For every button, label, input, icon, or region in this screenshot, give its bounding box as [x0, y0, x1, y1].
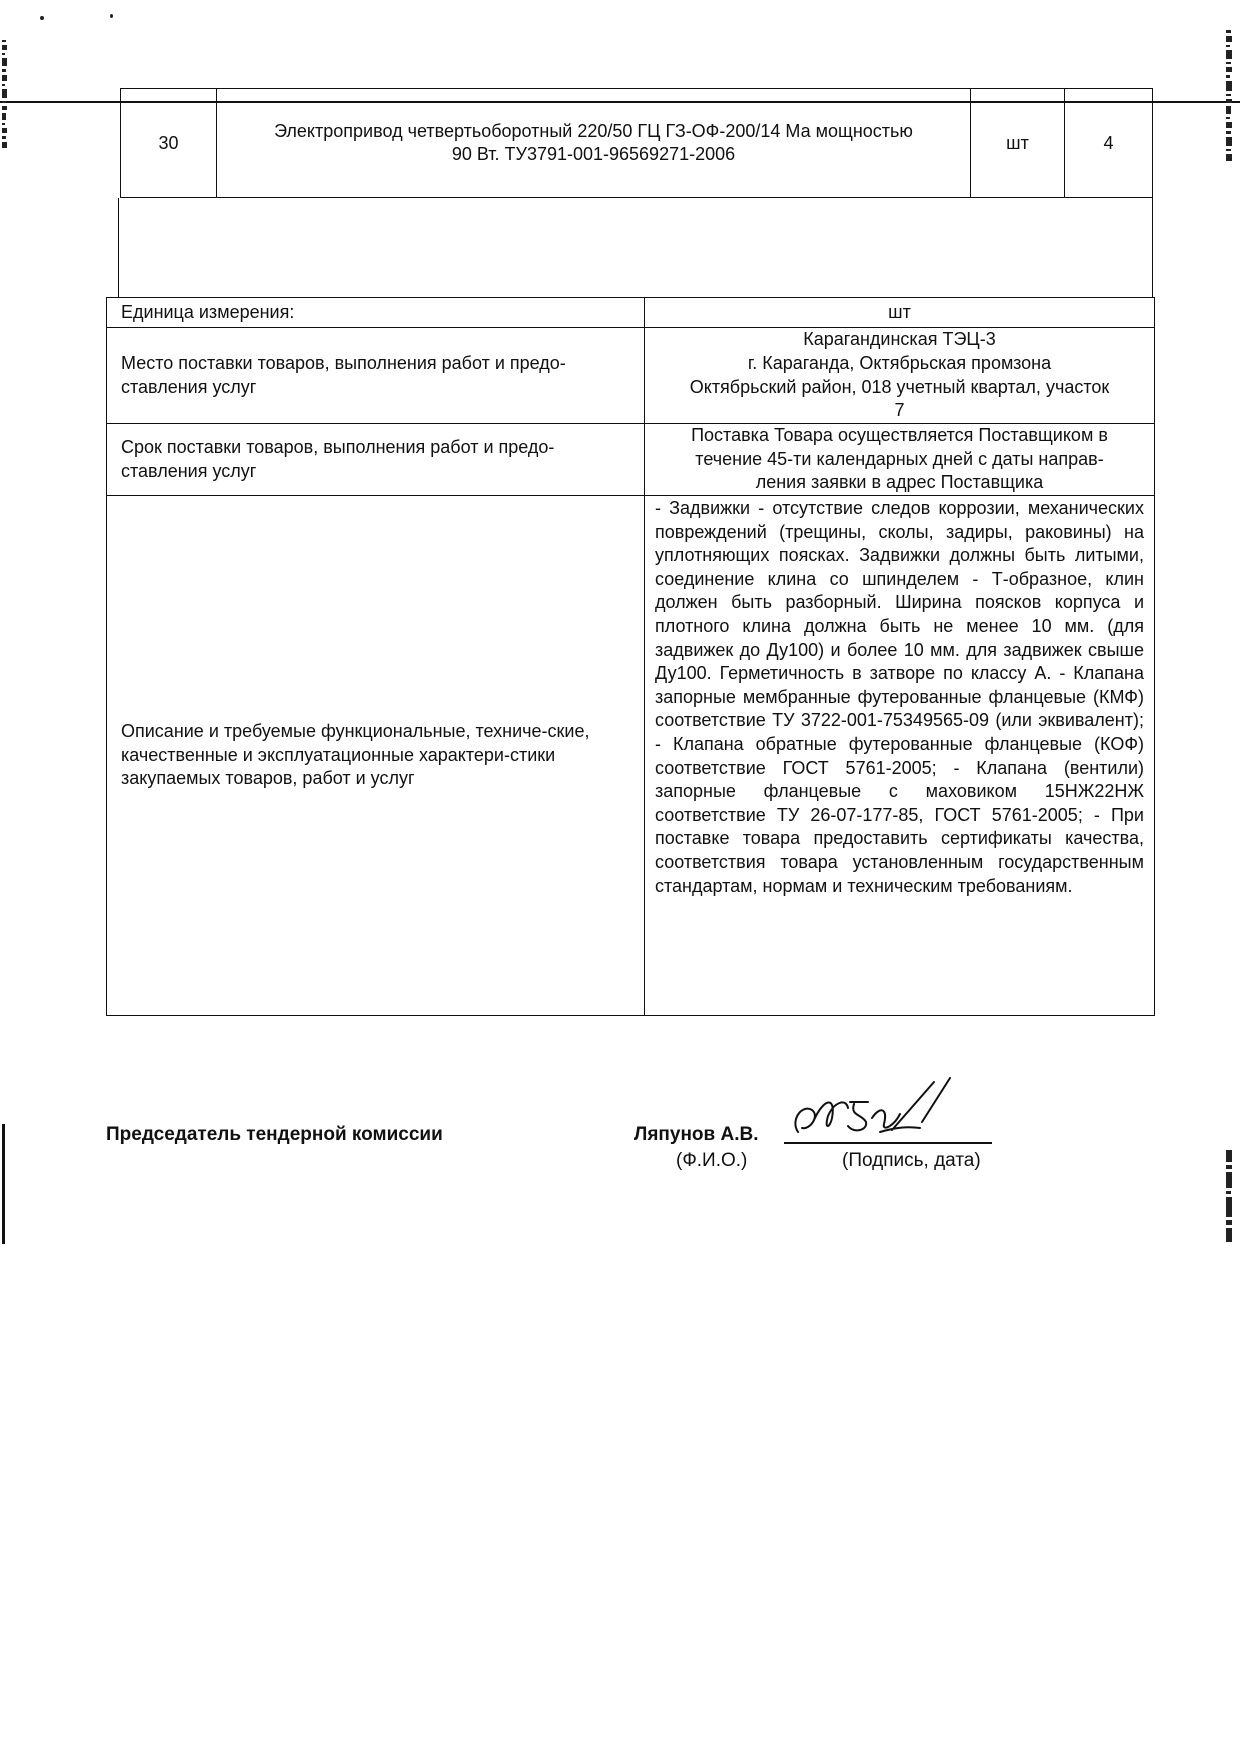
description-label: Описание и требуемые функциональные, техниче-ские, качественные и эксплуатационные характери-стики закупаемых товаров, работ и услуг — [107, 496, 645, 1016]
scan-edge-noise-right — [1226, 30, 1232, 164]
unit-value: шт — [645, 298, 1155, 328]
item-number: 30 — [121, 89, 217, 198]
term-label: Срок поставки товаров, выполнения работ и предо-ставления услуг — [107, 424, 645, 496]
commission-chair-title: Председатель тендерной комиссии — [106, 1124, 443, 1145]
place-value-line: 7 — [894, 400, 905, 421]
place-value-line: г. Караганда, Октябрьская промзона — [747, 352, 1052, 373]
description-value: - Задвижки - отсутствие следов коррозии, механических повреждений (трещины, сколы, задиры, раковины) на уплотняющих поясках. Задвижки должны быть литыми, соединение клина со шпинделем - Т-образное, клин должен быть разборный. Ширина поясков корпуса и плотного клина должна быть не менее 10 мм. (для задвижек до Ду100) и более 10 мм. для задвижек свыше Ду100. Герметичность в затворе по классу А. - Клапана запорные мембранные футерованные фланцевые (КМФ) соответствие ТУ 3722-001-75349565-09 (или эквивалент); - Клапана обратные футерованные фланцевые (КОФ) соответствие ГОСТ 5761-2005; - Клапана (вентили) запорные фланцевые с маховиком 15НЖ22НЖ соответствие ТУ 26-07-177-85, ГОСТ 5761-2005; - При поставке товара предоставить сертификаты качества, соответствия товара установленным государственным стандартам, нормам и техническим требованиям. — [645, 496, 1155, 1016]
item-description-line: 90 Вт. ТУ3791-001-96569271-2006 — [451, 144, 736, 164]
term-value-line: течение 45-ти календарных дней с даты направ- — [695, 448, 1104, 469]
term-value-line: ления заявки в адрес Поставщика — [755, 472, 1044, 493]
table-row — [107, 496, 1155, 1016]
item-description-line: Электропривод четвертьоборотный 220/50 ГЦ ГЗ-ОФ-200/14 Ма мощностью — [274, 121, 913, 141]
item-table — [120, 88, 1153, 198]
scan-artifact-left-bar — [2, 1124, 5, 1244]
spec-table — [106, 297, 1155, 1016]
table-row — [107, 328, 1155, 424]
item-quantity: 4 — [1065, 89, 1153, 198]
unit-label: Единица измерения: — [107, 298, 645, 328]
scan-edge-noise-left — [2, 40, 8, 151]
scan-edge-noise-right-lower — [1226, 1150, 1232, 1245]
item-description — [217, 89, 971, 198]
table-row — [121, 89, 1153, 198]
fio-caption: (Ф.И.О.) — [676, 1150, 748, 1171]
place-value-line: Карагандинская ТЭЦ-3 — [803, 329, 996, 350]
empty-section — [118, 198, 1153, 298]
table-row — [107, 424, 1155, 496]
term-value-line: Поставка Товара осуществляется Поставщиком в — [691, 425, 1108, 446]
signature-date-caption: (Подпись, дата) — [842, 1150, 981, 1171]
place-label: Место поставки товаров, выполнения работ и предо-ставления услуг — [107, 328, 645, 424]
handwritten-signature — [784, 1068, 964, 1148]
table-row — [107, 298, 1155, 328]
signer-name: Ляпунов А.В. — [634, 1124, 759, 1145]
place-value-line: Октябрьский район, 018 учетный квартал, участок — [689, 376, 1110, 397]
scan-speck — [110, 14, 113, 18]
place-value — [645, 328, 1155, 424]
scan-speck — [40, 16, 44, 20]
item-unit: шт — [971, 89, 1065, 198]
term-value — [645, 424, 1155, 496]
